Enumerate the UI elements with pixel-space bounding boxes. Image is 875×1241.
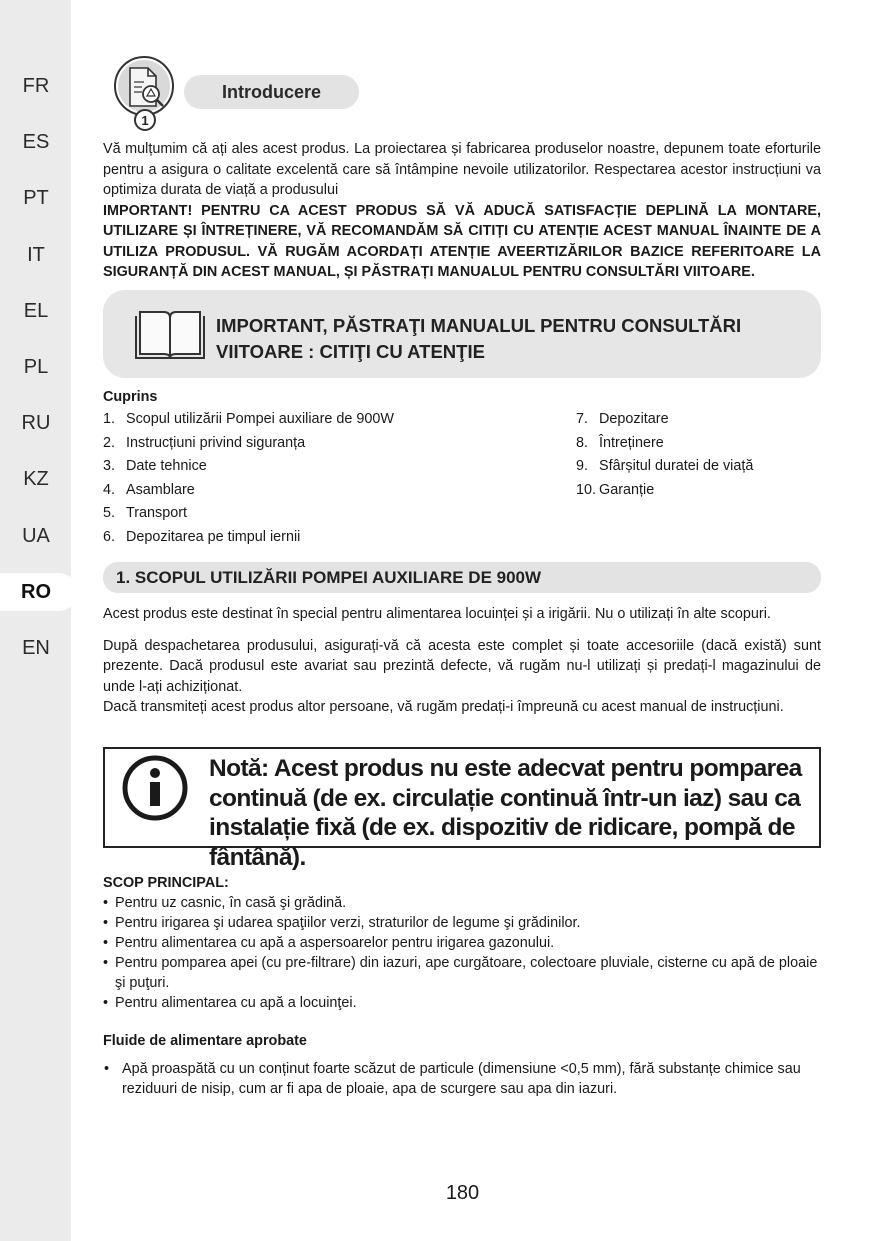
toc-item [103, 456, 207, 476]
toc-item-number: 3. [103, 458, 116, 475]
section-1-paragraph-2: După despachetarea produsului, asigurați-vă că acesta este complet și toate accesoriile (dacă există) sunt prezente. Dacă produsul este avariat sau prezintă defecte, vă rugăm nu-l utilizați și predați-l magazinului de unde l-ați achiziționat. [103, 637, 821, 695]
language-tab-el[interactable]: EL [23, 300, 49, 322]
toc-item [576, 433, 664, 453]
toc-title: Cuprins [103, 389, 158, 405]
keep-manual-text [216, 313, 806, 365]
open-book-icon [134, 310, 206, 362]
toc-item [103, 433, 305, 453]
scope-title: SCOP PRINCIPAL: [103, 875, 229, 891]
toc-item-number: 2. [103, 434, 116, 451]
scope-list [103, 893, 821, 1013]
toc-item-number: 8. [576, 434, 589, 451]
keep-manual-line1: IMPORTANT, PĂSTRAŢI MANUALUL PENTRU CONSULTĂRI [216, 315, 742, 336]
toc-item-label: Depozitare [599, 411, 669, 427]
toc-item-number: 10. [576, 481, 597, 498]
toc-item-number: 6. [103, 529, 116, 545]
list-item: • Pentru uz casnic, în casă şi grădină. [103, 893, 821, 913]
language-tab-fr[interactable]: FR [22, 75, 50, 97]
language-tab-es[interactable]: ES [22, 131, 50, 153]
language-tab-en[interactable]: EN [22, 637, 50, 659]
info-icon [122, 755, 188, 821]
toc-item-number: 4. [103, 481, 116, 498]
badge-number: 1 [141, 113, 149, 128]
toc-item [103, 480, 195, 500]
intro-important: IMPORTANT! PENTRU CA ACEST PRODUS SĂ VĂ ADUCĂ SATISFACȚIE DEPLINĂ LA MONTARE, UTILIZARE ȘI ÎNTREȚINERE, VĂ RECOMANDĂM SĂ CITIȚI CU ATENȚIE ACEST MANUAL ÎNAINTE DE A UTILIZA PRODUSUL. VĂ RUGĂM ACORDAȚI ATENȚIE AVEERTIZĂRILOR BAZICE REFERITOARE LA SIGURANȚĂ DIN ACEST MANUAL, ȘI PĂSTRAȚI MANUALUL PENTRU CONSULTĂRI VIITOARE. [103, 202, 821, 280]
section-1-title: 1. SCOPUL UTILIZĂRII POMPEI AUXILIARE DE 900W [116, 568, 542, 587]
toc-item-label: Depozitarea pe timpul iernii [126, 529, 301, 545]
toc-item [576, 480, 654, 500]
intro-paragraph: Vă mulțumim că ați ales acest produs. La proiectarea și fabricarea produselor noastre, depunem toate eforturile pentru a asigura o calitate excelentă care să întâmpine nevoile utilizatorilor. Respectarea acestor instrucțiuni va optimiza durata de viață a produsului [103, 141, 821, 198]
language-tab-it[interactable]: IT [27, 244, 45, 266]
toc-item [103, 527, 300, 547]
toc-item-label: Date tehnice [126, 458, 207, 475]
toc-item-label: Sfârșitul duratei de viață [599, 458, 754, 475]
toc-item-number: 7. [576, 411, 589, 427]
list-item: • Apă proaspătă cu un conținut foarte scăzut de particule (dimensiune <0,5 mm), fără substanțe chimice sau reziduuri de nisip, cum ar fi apa de ploaie, apa de scurgere sau apa din iazuri. [103, 1059, 821, 1099]
section-1-text [103, 604, 821, 718]
list-item: • Pentru alimentarea cu apă a locuinţei. [103, 993, 821, 1013]
fluids-list [103, 1059, 821, 1099]
document-warning-icon [111, 56, 175, 132]
language-tab-ua[interactable]: UA [22, 525, 50, 547]
toc-item-number: 5. [103, 505, 116, 522]
section-1-paragraph-1: Acest produs este destinat în special pentru alimentarea locuinței și a irigării. Nu o utilizați în alte scopuri. [103, 606, 771, 622]
toc-item [576, 456, 753, 476]
toc-item-label: Asamblare [126, 481, 195, 498]
toc-item-number: 1. [103, 411, 116, 427]
language-tab-pl[interactable]: PL [23, 356, 49, 378]
toc-item-label: Întreținere [599, 434, 664, 451]
fluids-title: Fluide de alimentare aprobate [103, 1033, 307, 1049]
list-item: • Pentru irigarea şi udarea spaţiilor verzi, straturilor de legume şi grădinilor. [103, 913, 821, 933]
toc-item [103, 409, 394, 429]
language-tab-kz[interactable]: KZ [23, 468, 49, 490]
list-item: • Pentru pomparea apei (cu pre-filtrare) din iazuri, ape curgătoare, colectoare pluviale, cisterne cu apă de ploaie şi puţuri. [103, 953, 821, 993]
toc-item-label: Instrucțiuni privind siguranța [126, 434, 306, 451]
intro-text [103, 139, 821, 283]
toc-item-number: 9. [576, 458, 589, 475]
section-title-introducere: Introducere [184, 75, 359, 109]
page-number: 180 [445, 1182, 480, 1204]
note-text: Notă: Acest produs nu este adecvat pentru pomparea continuă (de ex. circulație continuă într-un iaz) sau ca instalație fixă (de ex. dispozitiv de ridicare, pompă de fântână). [209, 755, 802, 871]
toc-item-label: Garanție [599, 481, 655, 498]
list-item: • Pentru alimentarea cu apă a aspersoarelor pentru irigarea gazonului. [103, 933, 821, 953]
toc-item [576, 409, 669, 429]
language-tab-ro[interactable]: RO [0, 573, 78, 611]
toc-item-label: Transport [126, 505, 188, 522]
language-tab-pt[interactable]: PT [23, 187, 49, 209]
keep-manual-line2: VIITOARE : CITIŢI CU ATENŢIE [216, 341, 485, 362]
language-tab-ru[interactable]: RU [21, 412, 51, 434]
section-1-paragraph-3: Dacă transmiteți acest produs altor persoane, vă rugăm predați-i împreună cu acest manual de instrucțiuni. [103, 699, 784, 715]
toc-item [103, 503, 187, 523]
toc-item-label: Scopul utilizării Pompei auxiliare de 900W [126, 411, 394, 427]
